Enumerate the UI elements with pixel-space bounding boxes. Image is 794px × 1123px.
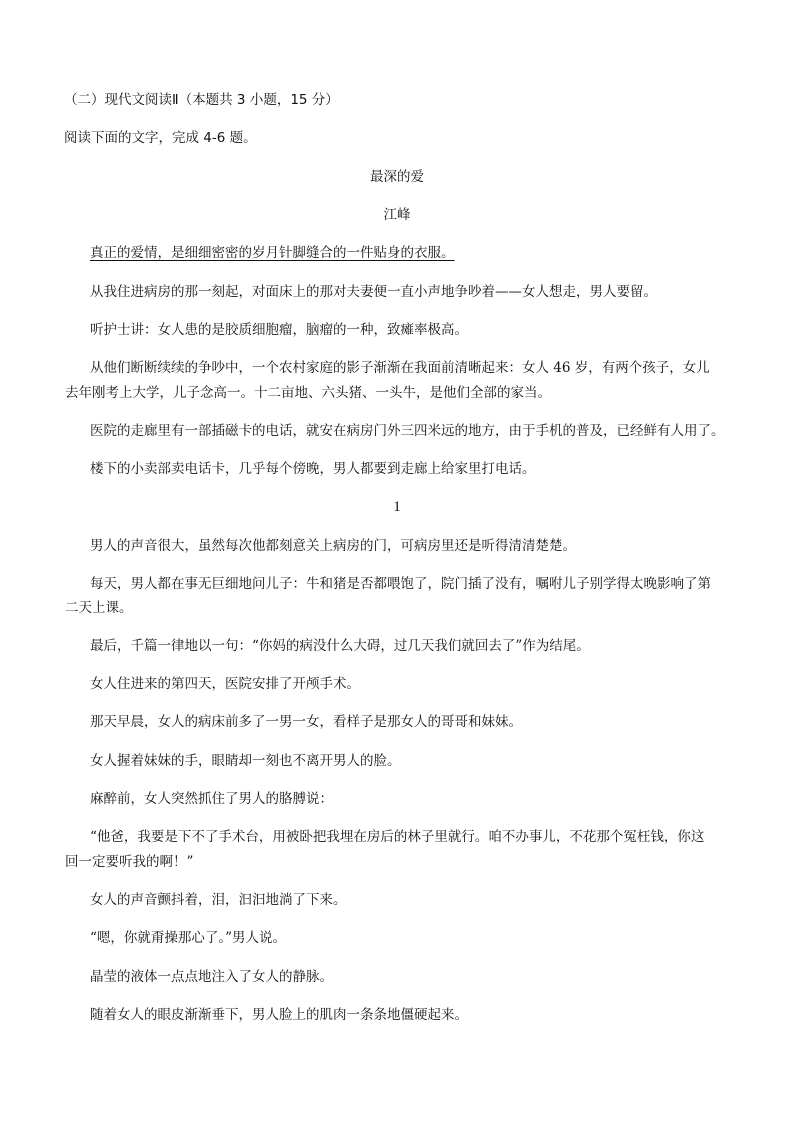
paragraph: 楼下的小卖部卖电话卡，几乎每个傍晚，男人都要到走廊上给家里打电话。 [90, 461, 536, 477]
paragraph: 女人住进来的第四天，医院安排了开颅手术。 [90, 676, 360, 692]
paragraph: 晶莹的液体一点点地注入了女人的静脉。 [90, 969, 333, 985]
article-title: 最深的爱 [370, 169, 424, 185]
paragraph: 医院的走廊里有一部插磁卡的电话，就安在病房门外三四米远的地方，由于手机的普及，已经鲜有人用了。 [90, 423, 725, 439]
paragraph-continuation: 二天上课。 [65, 600, 133, 616]
paragraph: 每天，男人都在事无巨细地问儿子：牛和猪是否都喂饱了，院门插了没有，嘱咐儿子别学得太晚影响了第 [90, 576, 711, 592]
paragraph: 男人的声音很大，虽然每次他都刻意关上病房的门，可病房里还是听得清清楚楚。 [90, 538, 576, 554]
instruction-text: 阅读下面的文字，完成 4-6 题。 [64, 130, 257, 146]
paragraph: “嗯，你就甭操那心了。”男人说。 [90, 930, 287, 946]
paragraph: 女人的声音颤抖着，泪，汩汩地淌了下来。 [90, 892, 347, 908]
paragraph: 那天早晨，女人的病床前多了一男一女，看样子是那女人的哥哥和妹妹。 [90, 714, 522, 730]
epigraph-paragraph: 真正的爱情，是细细密密的岁月针脚缝合的一件贴身的衣服。 [90, 245, 455, 261]
paragraph-continuation: 回一定要听我的啊！” [65, 854, 194, 870]
paragraph: “他爸，我要是下不了手术台，用被卧把我埋在房后的林子里就行。咱不办事儿，不花那个冤枉钱，你这 [90, 829, 705, 845]
section-heading: （二）现代文阅读Ⅱ（本题共 3 小题，15 分） [64, 92, 339, 108]
paragraph: 女人握着妹妹的手，眼睛却一刻也不离开男人的脸。 [90, 753, 401, 769]
paragraph: 从他们断断续续的争吵中，一个农村家庭的影子渐渐在我面前清晰起来：女人 46 岁，有两个孩子，女儿 [90, 360, 710, 376]
paragraph: 麻醉前，女人突然抓住了男人的胳膊说： [90, 791, 333, 807]
paragraph: 从我住进病房的那一刻起，对面床上的那对夫妻便一直小声地争吵着——女人想走，男人要留。 [90, 284, 657, 300]
paragraph: 听护士讲：女人患的是胶质细胞瘤，脑瘤的一种，致瘫率极高。 [90, 322, 468, 338]
paragraph-continuation: 去年刚考上大学，儿子念高一。十二亩地、六头猪、一头牛，是他们全部的家当。 [65, 385, 551, 401]
paragraph: 随着女人的眼皮渐渐垂下，男人脸上的肌肉一条条地僵硬起来。 [90, 1007, 468, 1023]
section-number: 1 [393, 499, 401, 515]
article-author: 江峰 [383, 207, 411, 223]
paragraph: 最后，千篇一律地以一句：“你妈的病没什么大碍，过几天我们就回去了”作为结尾。 [90, 638, 590, 654]
